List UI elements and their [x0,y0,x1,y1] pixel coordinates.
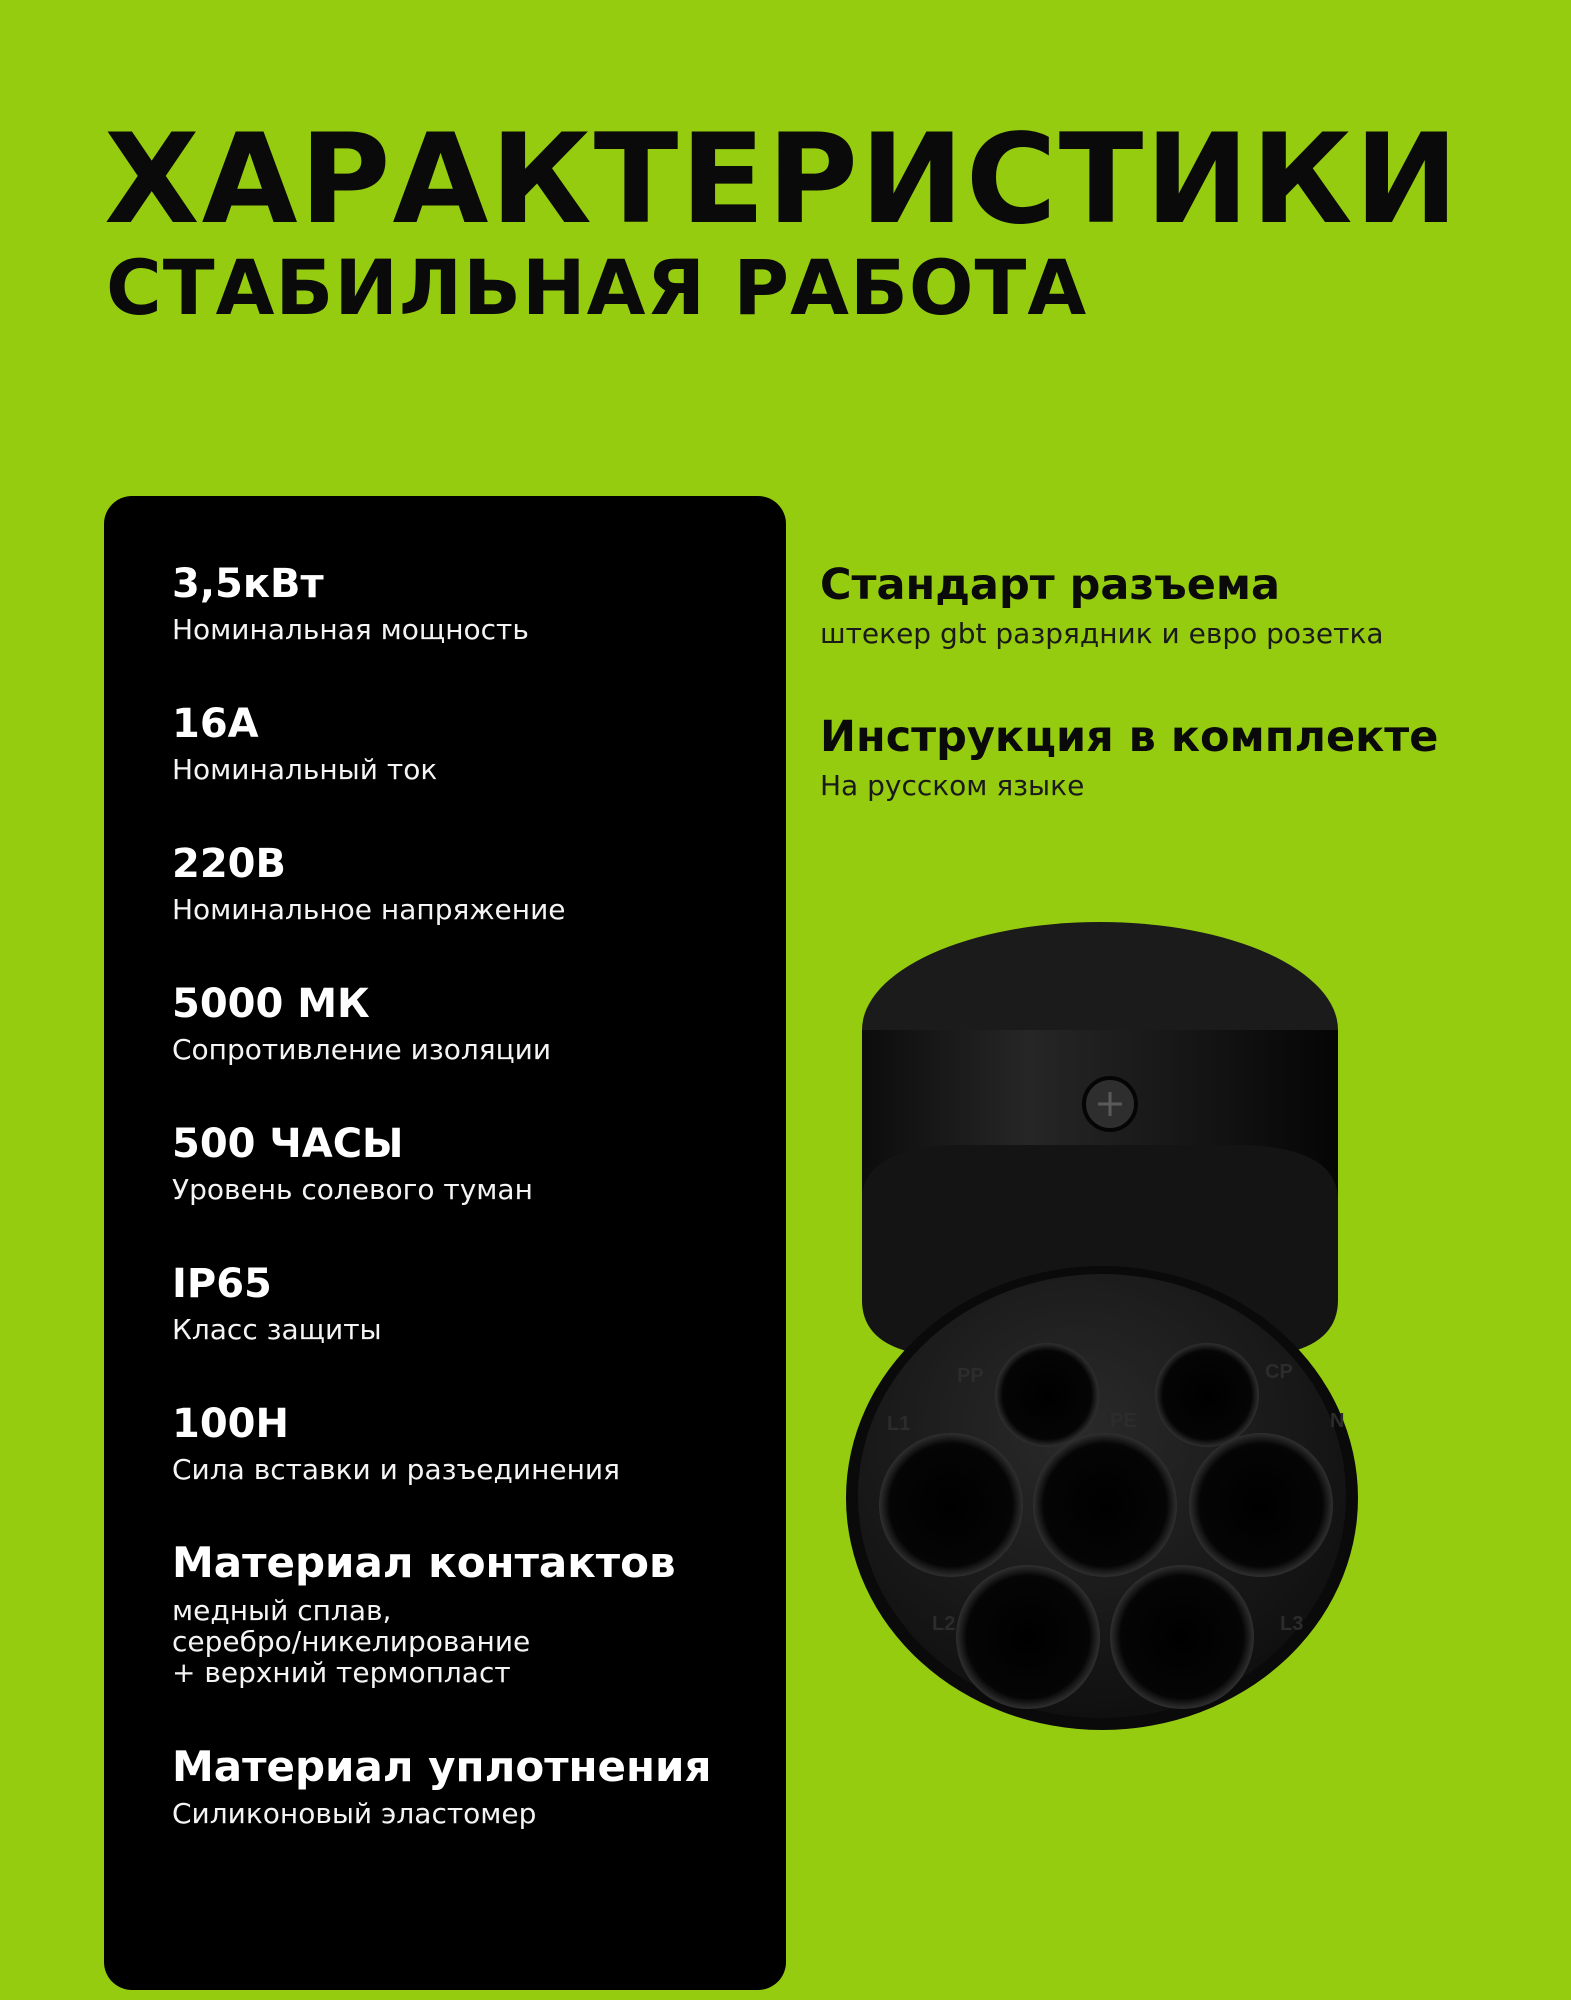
spec-label: Уровень солевого туман [172,1173,533,1206]
spec-label [172,1596,676,1688]
pin-hole-pe [1033,1433,1177,1577]
spec-value: 5000 МК [172,981,370,1027]
pin-label-pp: PP [957,1365,984,1387]
spec-seal-material [172,1744,711,1830]
info-title: Стандарт разъема [820,560,1281,610]
pin-hole-pp [995,1343,1099,1447]
spec-label-line: медный сплав, [172,1594,392,1628]
pin-label-cp: CP [1265,1361,1293,1383]
pin-hole-l3 [1110,1565,1254,1709]
spec-value: 3,5кВт [172,561,324,607]
info-text: На русском языке [820,769,1085,803]
info-title: Инструкция в комплекте [820,712,1439,762]
spec-value: Материал уплотнения [172,1742,712,1791]
spec-voltage [172,842,566,925]
spec-value: 220В [172,841,286,887]
spec-value: 16A [172,701,259,747]
spec-label-line: + верхний термопласт [172,1655,511,1689]
spec-salt-fog [172,1122,533,1205]
spec-label: Номинальная мощность [172,613,529,646]
spec-current [172,702,437,785]
pin-hole-l2 [956,1565,1100,1709]
pin-hole-l1 [879,1433,1023,1577]
pin-label-pe: PE [1110,1410,1137,1432]
spec-label: Номинальный ток [172,753,438,786]
spec-label: Класс защиты [172,1313,382,1346]
spec-label-line: серебро/никелирование [172,1624,531,1658]
pin-label-n: N [1330,1410,1345,1432]
spec-value: 500 ЧАСЫ [172,1121,404,1167]
info-instructions [820,714,1438,803]
spec-label: Сила вставки и разъединения [172,1453,620,1486]
pin-label-l2: L2 [932,1613,956,1635]
spec-label: Сопротивление изоляции [172,1033,552,1066]
spec-panel [104,496,786,1990]
spec-contact-material [172,1540,676,1689]
spec-force [172,1402,620,1485]
info-text: штекер gbt разрядник и евро розетка [820,617,1384,651]
spec-label: Номинальное напряжение [172,893,566,926]
pin-hole-cp [1155,1343,1259,1447]
page-title: ХАРАКТЕРИСТИКИ [104,108,1461,252]
pin-hole-n [1189,1433,1333,1577]
spec-insulation [172,982,551,1065]
connector-image [820,900,1380,1740]
spec-value: Материал контактов [172,1538,676,1587]
pin-label-l3: L3 [1280,1613,1304,1635]
info-connector-standard [820,562,1384,651]
spec-value: IP65 [172,1261,272,1307]
spec-power [172,562,529,645]
pin-label-l1: L1 [887,1413,911,1435]
spec-protection [172,1262,382,1345]
spec-label: Силиконовый эластомер [172,1797,537,1831]
spec-value: 100Н [172,1401,289,1447]
page-subtitle: СТАБИЛЬНАЯ РАБОТА [106,243,1088,332]
